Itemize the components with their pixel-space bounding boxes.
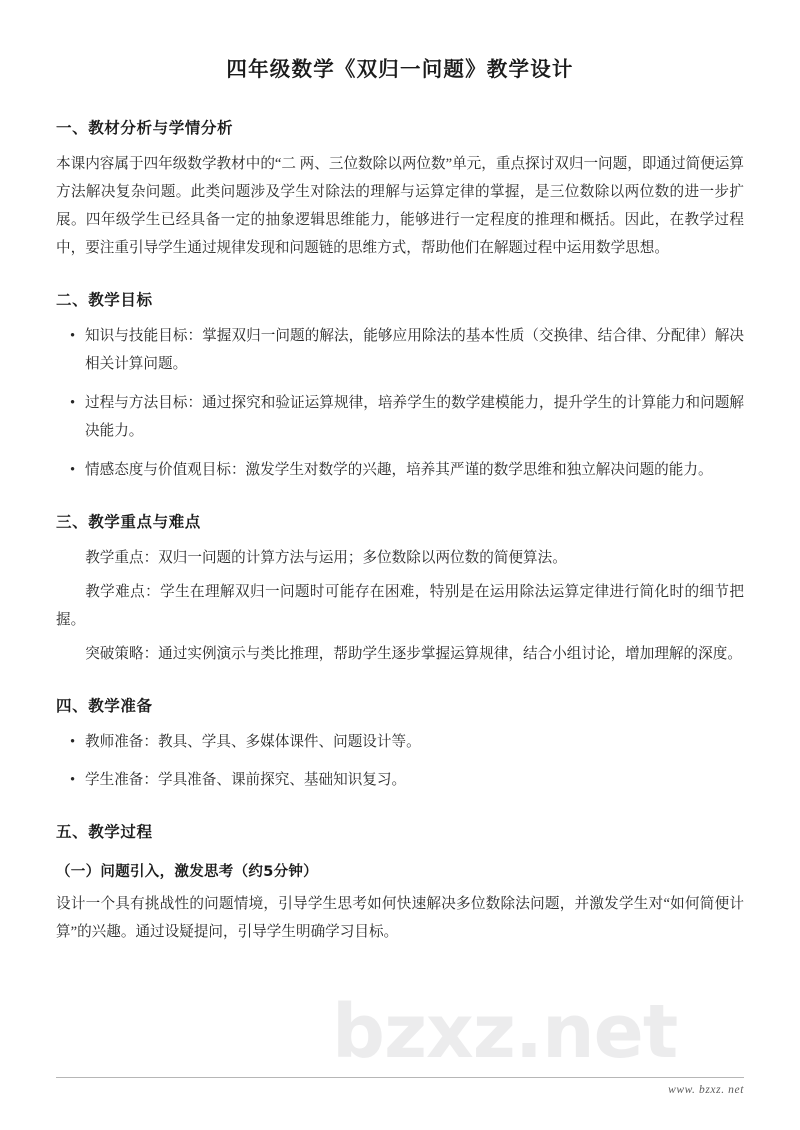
list-item [70,389,744,445]
list-item-text: 情感态度与价值观目标：激发学生对数学的兴趣，培养其严谨的数学思维和独立解决问题的能力。 [85,462,713,479]
list-item-text: 过程与方法目标：通过探究和验证运算规律，培养学生的数学建模能力，提升学生的计算能力和问题解决能力。 [85,395,744,440]
list-item [70,766,744,794]
key-points-difficulty: 教学难点：学生在理解双归一问题时可能存在困难，特别是在运用除法运算定律进行简化时的细节把握。 [56,584,744,629]
footer-divider [56,1077,744,1078]
bullet-icon: • [70,328,76,345]
list-item [70,456,744,484]
section-heading-preparation: 四、教学准备 [56,697,153,716]
footer-url: www. bzxz. net [668,1084,744,1096]
analysis-paragraph: 本课内容属于四年级数学教材中的“二 两、三位数除以两位数”单元，重点探讨双归一问题，即通过简便运算方法解决复杂问题。此类问题涉及学生对除法的理解与运算定律的掌握，是三位数除以两位数的进一步扩展。四年级学生已经具备一定的抽象逻辑思维能力，能够进行一定程度的推理和概括。因此，在教学过程中，要注重引导学生通过规律发现和问题链的思维方式，帮助他们在解题过程中运用数学思想。 [56,156,744,257]
list-item-text: 知识与技能目标：掌握双归一问题的解法，能够应用除法的基本性质（交换律、结合律、分配律）解决相关计算问题。 [85,328,744,373]
key-points-strategy: 突破策略：通过实例演示与类比推理，帮助学生逐步掌握运算规律，结合小组讨论，增加理解的深度。 [85,646,742,663]
bullet-icon: • [70,395,76,412]
page-footer [56,1077,744,1096]
document-title: 四年级数学《双归一问题》教学设计 [226,57,574,81]
site-watermark: bzxz.net [332,989,678,1075]
preparation-list [56,728,744,794]
list-item-text: 教师准备：教具、学具、多媒体课件、问题设计等。 [85,734,421,751]
section-heading-process: 五、教学过程 [56,823,153,842]
section-heading-objectives: 二、教学目标 [56,291,153,310]
introduction-paragraph: 设计一个具有挑战性的问题情境，引导学生思考如何快速解决多位数除法问题，并激发学生对“如何简便计算”的兴趣。通过设疑提问，引导学生明确学习目标。 [56,896,744,941]
subsection-heading-introduction: （一）问题引入，激发思考（约5分钟） [56,864,318,881]
list-item [70,322,744,378]
section-heading-key-points: 三、教学重点与难点 [56,513,201,532]
list-item [70,728,744,756]
key-points-focus: 教学重点：双归一问题的计算方法与运用；多位数除以两位数的简便算法。 [85,550,567,567]
list-item-text: 学生准备：学具准备、课前探究、基础知识复习。 [85,772,407,789]
bullet-icon: • [70,734,76,751]
objectives-list [56,322,744,484]
bullet-icon: • [70,772,76,789]
section-heading-analysis: 一、教材分析与学情分析 [56,119,234,137]
bullet-icon: • [70,462,76,479]
